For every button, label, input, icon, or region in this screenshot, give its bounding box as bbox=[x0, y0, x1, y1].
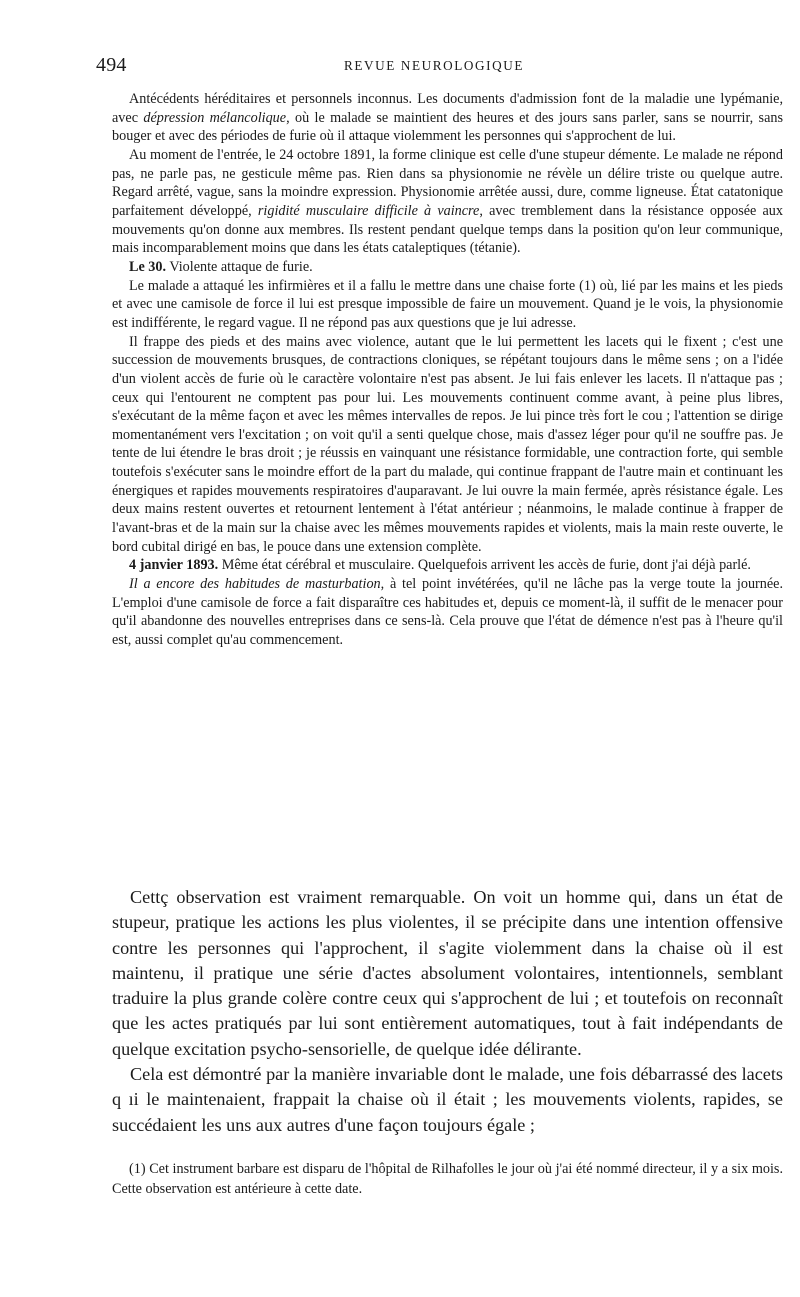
observation-text: , avec tremblement dans la résistance opposée aux mouvements qu'on donne aux membres. Ils restent pendant quelque temps dans la position qu'on leur communique, mais incomparablement moins que dans les états cataleptiques (tétanie). bbox=[112, 202, 783, 257]
observation-text: Antécédents héréditaires et personnels inconnus. Les documents d'admission font de la maladie une lypémanie, avec bbox=[112, 91, 783, 126]
observation-paragraph bbox=[112, 277, 783, 333]
footnote bbox=[112, 1160, 783, 1199]
observation-paragraph bbox=[112, 258, 783, 277]
commentary bbox=[112, 885, 783, 1138]
running-head: REVUE NEUROLOGIQUE bbox=[344, 58, 525, 73]
observation-text: Même état cérébral et musculaire. Quelquefois arrivent les accès de furie, dont j'ai déjà parlé. bbox=[218, 557, 751, 574]
observation-paragraph bbox=[112, 90, 783, 146]
observation-paragraph bbox=[112, 333, 783, 557]
observation-emphasis: Il a encore des habitudes de masturbation bbox=[129, 576, 381, 593]
observation-text: Le malade a attaqué les infirmières et il a fallu le mettre dans une chaise forte (1) où, lié par les mains et les pieds et avec une camisole de force il lui est presque impossible de faire un mouvement. Quand je le vois, la physionomie est indifférente, le regard vague. Il ne répond pas aux questions que je lui adresse. bbox=[112, 277, 783, 331]
observation-text: , à tel point invétérées, qu'il ne lâche pas la verge toute la journée. L'emploi d'une camisole de force a fait disparaître ces habitudes et, depuis ce moment-là, il suffit de le menacer pour qu'il abandonne des nouvelles entreprises dans ce sens-là. Cela prouve que l'état de démence n'est pas à l'heure qu'il est, aussi complet qu'au commencement. bbox=[112, 576, 783, 649]
observation-paragraph bbox=[112, 146, 783, 258]
observation-paragraph bbox=[112, 575, 783, 650]
observation-text: Il frappe des pieds et des mains avec violence, autant que le lui permettent les lacets qui le fixent ; c'est une succession de mouvements brusques, de contractions cloniques, se répétant toujours dans le même sens ; on a l'idée d'un violent accès de furie où le caractère volontaire n'est pas absent. Je lui fais enlever les lacets. Il n'attaque pas ; ceux qui l'entourent ne comptent pas pour lui. Les mouvements continuent comme avant, à peine plus libres, s'exécutant de la même façon et avec les mêmes intervalles de repos. Je lui pince très fort le cou ; l'attention se dirige momentanément vers l'excitation ; on voit qu'il a senti quelque chose, mais d'assez léger pour qu'il ne souffre pas. Je tente de lui étendre le bras droit ; je réussis en vainquant une résistance formidable, une contraction forte, qui semble toutefois s'exécuter sans le moindre effort de la part du malade, qui continue frappant de l'autre main et continuant les énergiques et rapides mouvements respiratoires d'auparavant. Je lui ouvre la main fermée, après résistance égale. Les deux mains restent ouvertes et retournent lentement à l'état antérieur ; néanmoins, le malade continue à frapper de l'avant-bras et de la main sur la chaise avec les mêmes mouvements rapides et violents, mais la main reste ouverte, le bord cubital dirigé en bas, le pouce dans une extension complète. bbox=[112, 333, 783, 555]
observation-text: Violente attaque de furie. bbox=[166, 258, 313, 275]
observation-date: Le 30. bbox=[129, 258, 167, 275]
observation-paragraph bbox=[112, 556, 783, 575]
observation-emphasis: dépression mélancolique bbox=[143, 109, 287, 126]
footnote-text: (1) Cet instrument barbare est disparu de l'hôpital de Rilhafolles le jour où j'ai été nommé directeur, il y a six mois. Cette observation est antérieure à cette date. bbox=[112, 1161, 783, 1197]
page-number: 494 bbox=[96, 54, 127, 76]
observation-emphasis: rigidité musculaire difficile à vaincre bbox=[257, 202, 480, 219]
page-header bbox=[96, 54, 786, 78]
case-observation bbox=[112, 90, 783, 650]
observation-text: Au moment de l'entrée, le 24 octobre 1891, la forme clinique est celle d'une stupeur démente. Le malade ne répond pas, ne parle pas, ne gesticule même pas. Rien dans sa physionomie ne révèle un délire triste ou quelque autre. Regard arrêté, vague, sans la moindre expression. Physionomie arrêtée aussi, dure, comme ligneuse. État catatonique parfaitement développé, bbox=[112, 146, 783, 219]
observation-date: 4 janvier 1893. bbox=[129, 557, 219, 574]
commentary-paragraph: Cela est démontré par la manière invariable dont le malade, une fois débarrassé des lacets q ıi le maintenaient, frappait la chaise où il était ; les mouvements violents, rapides, se succédaient les uns aux autres d'une façon toujours égale ; bbox=[112, 1064, 783, 1135]
observation-text: , où le malade se maintient des heures et des jours sans parler, sans se nourrir, sans bouger et avec des périodes de furie où il attaque violemment les personnes qui s'approchent de lui. bbox=[112, 109, 783, 145]
commentary-paragraph: Cettç observation est vraiment remarquable. On voit un homme qui, dans un état de stupeur, pratique les actions les plus violentes, il se précipite dans une intention offensive contre les personnes qui l'approchent, il s'agite violemment dans la chaise où il est maintenu, il pratique une série d'actes absolument volontaires, intentionnels, semblant traduire la plus grande colère contre ceux qui s'approchent de lui ; et toutefois on reconnaît que les actes pratiqués par lui sont entièrement automatiques, tout à fait indépendants de quelque excitation psycho-sensorielle, de quelque idée délirante. bbox=[112, 887, 783, 1059]
